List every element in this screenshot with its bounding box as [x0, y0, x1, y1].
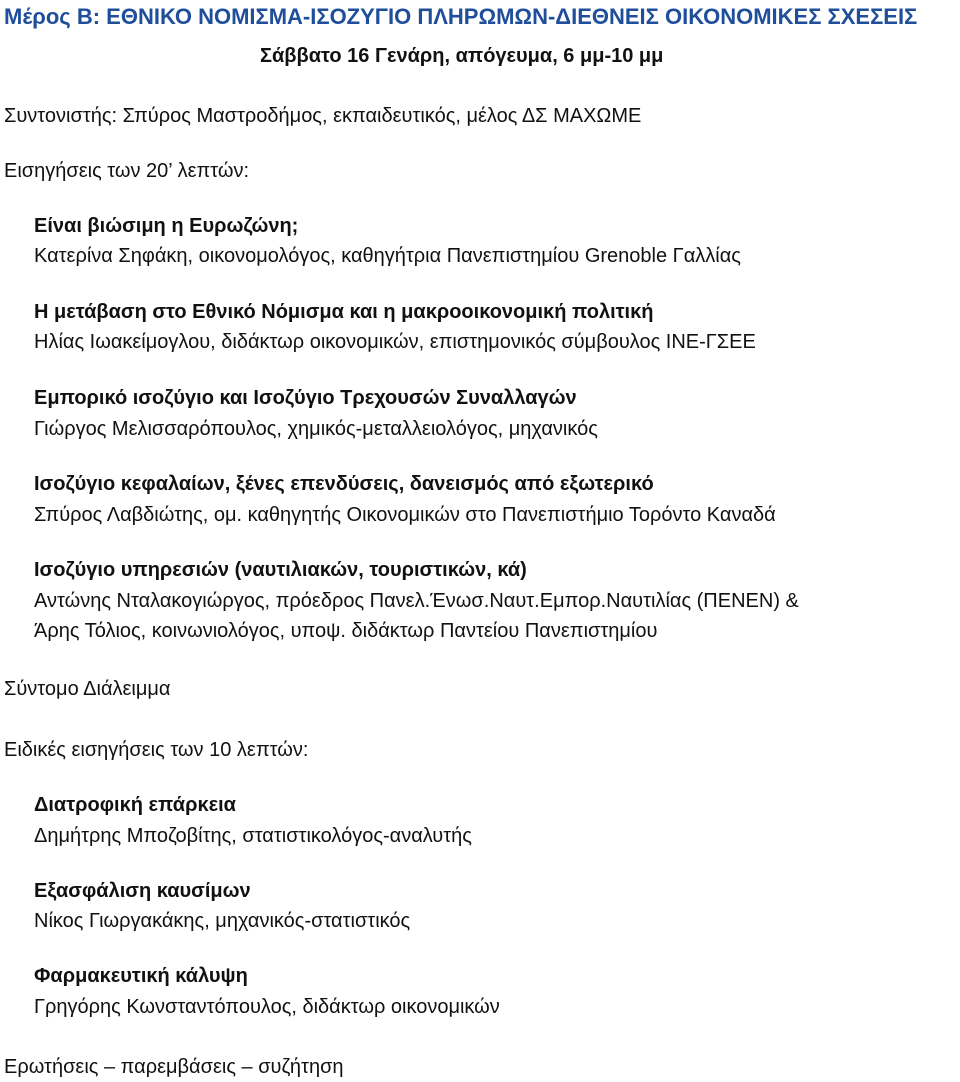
talk-speaker: Γιώργος Μελισσαρόπουλος, χημικός-μεταλλειολόγος, μηχανικός	[34, 418, 598, 440]
special-heading: Ειδικές εισηγήσεις των 10 λεπτών:	[4, 739, 309, 761]
talk-speaker-second: Άρης Τόλιος, κοινωνιολόγος, υποψ. διδάκτωρ Παντείου Πανεπιστημίου	[34, 620, 658, 642]
coordinator-line: Συντονιστής: Σπύρος Μαστροδήμος, εκπαιδευτικός, μέλος ΔΣ ΜΑΧΩΜΕ	[4, 105, 642, 127]
session-date: Σάββατο 16 Γενάρη, απόγευμα, 6 μμ-10 μμ	[260, 45, 664, 67]
special-topic: Φαρμακευτική κάλυψη	[34, 965, 248, 987]
special-speaker: Νίκος Γιωργακάκης, μηχανικός-στατιστικός	[34, 910, 411, 932]
talk-topic: Η μετάβαση στο Εθνικό Νόμισμα και η μακροοικονομική πολιτική	[34, 301, 654, 323]
special-speaker: Δημήτρης Μποζοβίτης, στατιστικολόγος-αναλυτής	[34, 825, 472, 847]
talk-speaker: Ηλίας Ιωακείμογλου, διδάκτωρ οικονομικών, επιστημονικός σύμβουλος ΙΝΕ-ΓΣΕΕ	[34, 331, 756, 353]
document-title: Μέρος Β: ΕΘΝΙΚΟ ΝΟΜΙΣΜΑ-ΙΣΟΖΥΓΙΟ ΠΛΗΡΩΜΩΝ-ΔΙΕΘΝΕΙΣ ΟΙΚΟΝΟΜΙΚΕΣ ΣΧΕΣΕΙΣ	[4, 4, 918, 29]
break-line: Σύντομο Διάλειμμα	[4, 678, 171, 700]
special-topic: Διατροφική επάρκεια	[34, 794, 236, 816]
talk-speaker: Αντώνης Νταλακογιώργος, πρόεδρος Πανελ.Ένωσ.Ναυτ.Εμπορ.Ναυτιλίας (ΠΕΝΕΝ) &	[34, 590, 799, 612]
talk-speaker: Κατερίνα Σηφάκη, οικονομολόγος, καθηγήτρια Πανεπιστημίου Grenoble Γαλλίας	[34, 245, 741, 267]
talk-topic: Εμπορικό ισοζύγιο και Ισοζύγιο Τρεχουσών Συναλλαγών	[34, 387, 577, 409]
special-topic: Εξασφάλιση καυσίμων	[34, 880, 251, 902]
closing-line: Ερωτήσεις – παρεμβάσεις – συζήτηση	[4, 1056, 344, 1078]
special-speaker: Γρηγόρης Κωνσταντόπουλος, διδάκτωρ οικονομικών	[34, 996, 500, 1018]
talk-speaker: Σπύρος Λαβδιώτης, ομ. καθηγητής Οικονομικών στο Πανεπιστήμιο Τορόντο Καναδά	[34, 504, 776, 526]
talk-topic: Είναι βιώσιμη η Ευρωζώνη;	[34, 215, 299, 237]
talk-topic: Ισοζύγιο κεφαλαίων, ξένες επενδύσεις, δανεισμός από εξωτερικό	[34, 473, 654, 495]
talk-topic: Ισοζύγιο υπηρεσιών (ναυτιλιακών, τουριστικών, κά)	[34, 559, 527, 581]
talks-heading: Εισηγήσεις των 20’ λεπτών:	[4, 160, 250, 182]
